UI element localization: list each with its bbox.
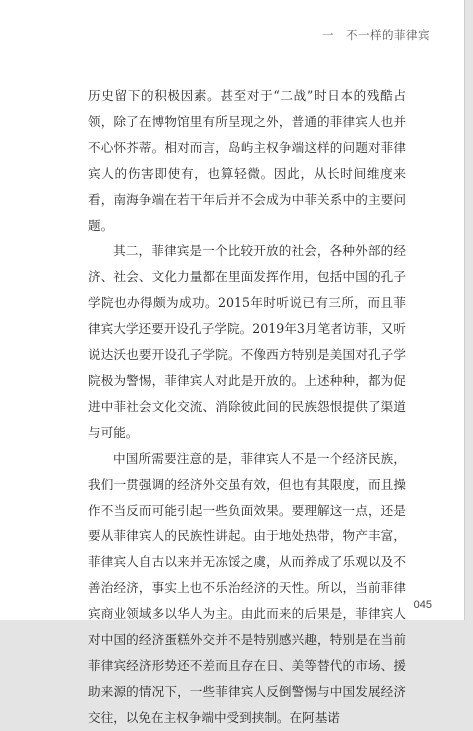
paragraph: 中国所需要注意的是，菲律宾人不是一个经济民族，我们一贯强调的经济外交虽有效，但也有其限度，而且操作不当反而可能引起一些负面效果。要理解这一点，还是要从菲律宾人的民族性讲起。由于地处热带，物产丰富，菲律宾人自古以来并无冻馁之虞，从而养成了乐观以及不善治经济，事实上也不乐治经济的天性。所以，当前菲律宾商业领域多以华人为主。由此而来的后果是，菲律宾人对中国的经济蛋糕外交并不是特别感兴趣，特别是在当前菲律宾经济形势还不差而且存在日、美等替代的市场、援助来源的情况下，一些菲律宾人反倒警惕与中国发展经济交往，以免在主权争端中受到挟制。在阿基诺 <box>88 450 406 725</box>
paragraph-continued: 历史留下的积极因素。甚至对于“二战”时日本的残酷占领，除了在博物馆里有所呈现之外，普通的菲律宾人也并不心怀芥蒂。相对而言，岛屿主权争端这样的问题对菲律宾人的伤害即使有，也算轻微。因此，从长时间维度来看，南海争端在若干年后并不会成为中菲关系中的主要问题。 <box>88 88 406 233</box>
running-header: 一 不一样的菲律宾 <box>322 28 430 42</box>
paragraph: 其二，菲律宾是一个比较开放的社会，各种外部的经济、社会、文化力量都在里面发挥作用，包括中国的孔子学院也办得颇为成功。2015年时听说已有三所，而且菲律宾大学还要开设孔子学院。2019年3月笔者访菲，又听说达沃也要开设孔子学院。不像西方特别是美国对孔子学院极为警惕，菲律宾人对此是开放的。上述种种，都为促进中菲社会文化交流、消除彼此间的民族怨恨提供了渠道与可能。 <box>88 243 406 440</box>
body-text <box>88 83 406 731</box>
page-number: 045 <box>413 599 432 611</box>
